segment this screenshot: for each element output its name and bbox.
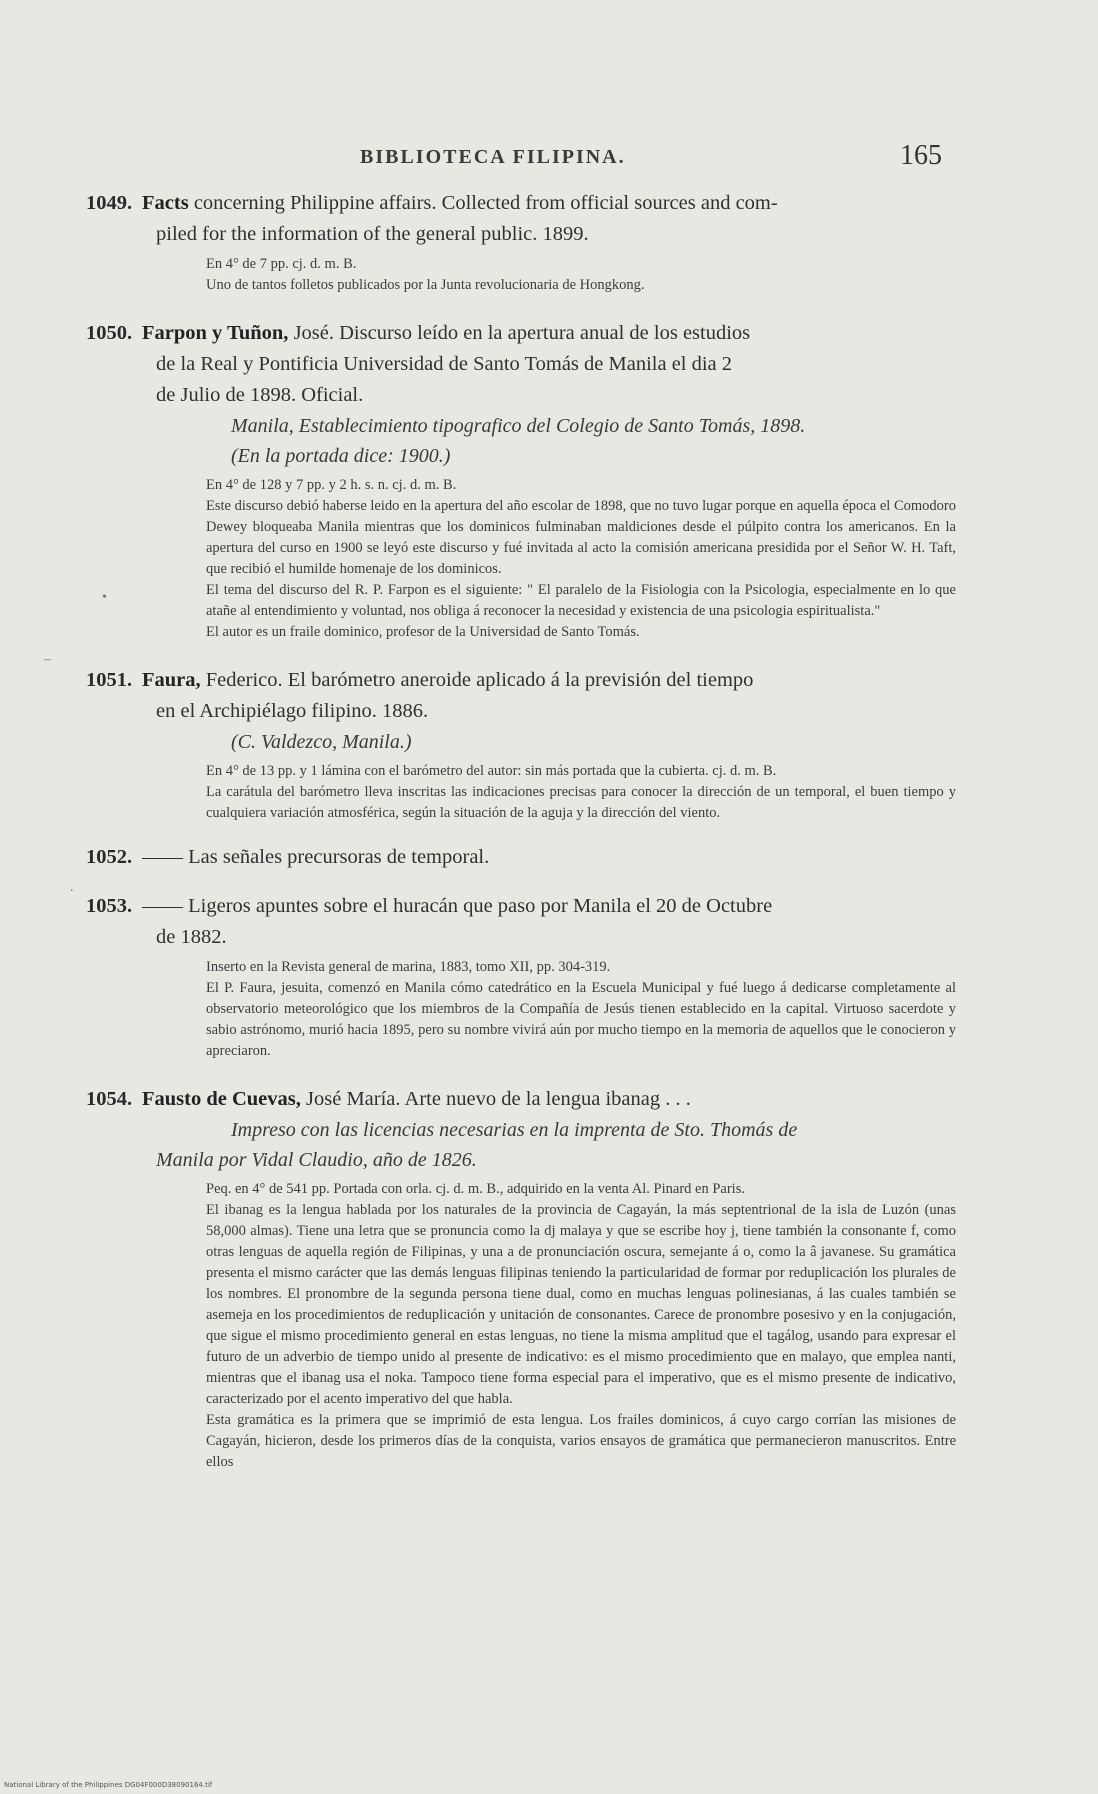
entry-heading	[86, 318, 956, 349]
entry-note: En 4° de 128 y 7 pp. y 2 h. s. n. cj. d. m. B.	[206, 477, 457, 493]
entries-column	[86, 188, 956, 1473]
entry-author: Fausto de Cuevas,	[142, 1088, 301, 1110]
entry-note: En 4° de 13 pp. y 1 lámina con el barómetro del autor: sin más portada que la cubierta. cj. d. m. B.	[206, 763, 777, 779]
entry-note: Peq. en 4° de 541 pp. Portada con orla. cj. d. m. B., adquirido en la venta Al. Pinard en Paris.	[206, 1181, 745, 1197]
entry-imprint: Impreso con las licencias necesarias en la imprenta de Sto. Thomás de	[231, 1119, 798, 1141]
entry-1054	[86, 1084, 956, 1473]
entry-title-line: concerning Philippine affairs. Collected from official sources and com-	[188, 192, 778, 214]
entry-imprint: (En la portada dice: 1900.)	[231, 445, 451, 467]
entry-heading	[86, 188, 956, 219]
entry-author: Facts	[142, 192, 189, 214]
entry-title-line: —— Las señales precursoras de temporal.	[142, 846, 490, 868]
entry-note: Uno de tantos folletos publicados por la Junta revolucionaria de Hongkong.	[206, 277, 645, 293]
entry-imprint: Manila por Vidal Claudio, año de 1826.	[156, 1149, 477, 1171]
entry-number: 1054.	[86, 1088, 133, 1110]
entry-title-line: José María. Arte nuevo de la lengua ibanag . . .	[300, 1088, 691, 1110]
entry-number: 1051.	[86, 669, 133, 691]
margin-mark: •	[102, 590, 107, 605]
entry-author: Farpon y Tuñon,	[142, 322, 289, 344]
entry-note: El P. Faura, jesuita, comenzó en Manila cómo catedrático en la Escuela Municipal y fué luego á dedicarse completamente al observatorio meteorológico que los miembros de la Compañía de Jesús tienen establecido en la capital. Virtuoso sacerdote y sabio astrónomo, murió hacia 1895, pero su nombre vivirá aún por mucho tiempo en la memoria de aquellos que le conocieron y apreciaron.	[206, 980, 956, 1059]
entry-imprint: Manila, Establecimiento tipografico del Colegio de Santo Tomás, 1898.	[231, 415, 806, 437]
entry-author: Faura,	[142, 669, 201, 691]
entry-note: Inserto en la Revista general de marina, 1883, tomo XII, pp. 304-319.	[206, 959, 611, 975]
entry-title-line: Federico. El barómetro aneroide aplicado á la previsión del tiempo	[200, 669, 754, 691]
entry-note: El autor es un fraile dominico, profesor de la Universidad de Santo Tomás.	[206, 624, 640, 640]
entry-number: 1050.	[86, 322, 133, 344]
entry-heading	[86, 842, 956, 873]
entry-note: Este discurso debió haberse leido en la apertura del año escolar de 1898, que no tuvo lugar porque en aquella época el Comodoro Dewey bloqueaba Manila mientras que los dominicos fulminaban maldiciones desde el púlpito contra los americanos. En la apertura del curso en 1900 se leyó este discurso y fué invitada al acto la comisión americana presidida por el Señor W. H. Taft, que recibió el humilde homenaje de los dominicos.	[206, 498, 956, 577]
margin-mark: –	[44, 652, 51, 667]
entry-note: El tema del discurso del R. P. Farpon es el siguiente: " El paralelo de la Fisiologia con la Psicologia, especialmente en lo que atañe al entendimiento y voluntad, nos obliga á reconocer la necesidad y existencia de una psicologia espiritualista."	[206, 582, 956, 619]
entry-title-line: piled for the information of the general public. 1899.	[156, 223, 589, 245]
entry-1050	[86, 318, 956, 643]
entry-1053	[86, 891, 956, 1062]
entry-heading	[86, 1084, 956, 1115]
entry-1051	[86, 665, 956, 824]
entry-heading	[86, 891, 956, 922]
entry-title-line: José. Discurso leído en la apertura anual de los estudios	[288, 322, 751, 344]
entry-1049	[86, 188, 956, 296]
entry-title-line: —— Ligeros apuntes sobre el huracán que paso por Manila el 20 de Octubre	[142, 895, 773, 917]
entry-1052	[86, 842, 956, 873]
running-title: BIBLIOTECA FILIPINA.	[360, 146, 626, 168]
entry-note: El ibanag es la lengua hablada por los naturales de la provincia de Cagayán, la más septentrional de la isla de Luzón (unas 58,000 almas). Tiene una letra que se pronuncia como la dj malaya y que se escribe hoy j, tiene también la consonante f, como otras lenguas de aquella región de Filipinas, y una a de pronunciación oscura, semejante á o, como la â javanese. Su gramática presenta el mismo carácter que las demás lenguas filipinas teniendo la particularidad de formar por reduplicación los plurales de los nombres. El pronombre de la segunda persona tiene dual, como en muchas lenguas polinesianas, á las cuales también se asemeja en los procedimientos de reduplicación y unitación de consonantes. Carece de pronombre posesivo y en la conjugación, que sigue el mismo procedimiento general en estas lenguas, no tiene la misma amplitud que el tagálog, usando para expresar el futuro de un adverbio de tiempo unido al presente de indicativo: es el mismo procedimiento que en malayo, que emplea nanti, mientras que el ibanag usa el noka. Tampoco tiene forma especial para el imperativo, que es el mismo presente de indicativo, caracterizado por el acento imperativo del que habla.	[206, 1202, 956, 1407]
page-header	[0, 140, 1098, 180]
scan-credit: National Library of the Philippines DG04F000D38090164.tif	[4, 1781, 213, 1789]
entry-note: En 4° de 7 pp. cj. d. m. B.	[206, 256, 357, 272]
entry-note: Esta gramática es la primera que se imprimió de esta lengua. Los frailes dominicos, á cuyo cargo corrían las misiones de Cagayán, hicieron, desde los primeros días de la conquista, varios ensayos de gramática que permanecieron manuscritos. Entre ellos	[206, 1412, 956, 1470]
entry-title-line: de Julio de 1898. Oficial.	[156, 384, 364, 406]
entry-note: La carátula del barómetro lleva inscritas las indicaciones precisas para conocer la dirección de un temporal, el buen tiempo y cualquiera variación atmosférica, según la situación de la aguja y la dirección del viento.	[206, 784, 956, 821]
entry-heading	[86, 665, 956, 696]
entry-number: 1053.	[86, 895, 133, 917]
margin-mark: .	[70, 880, 74, 895]
entry-title-line: de la Real y Pontificia Universidad de Santo Tomás de Manila el dia 2	[156, 353, 733, 375]
entry-number: 1052.	[86, 846, 133, 868]
entry-number: 1049.	[86, 192, 133, 214]
page-number: 165	[900, 140, 942, 171]
entry-title-line: en el Archipiélago filipino. 1886.	[156, 700, 429, 722]
entry-imprint: (C. Valdezco, Manila.)	[231, 731, 412, 753]
entry-title-line: de 1882.	[156, 926, 227, 948]
